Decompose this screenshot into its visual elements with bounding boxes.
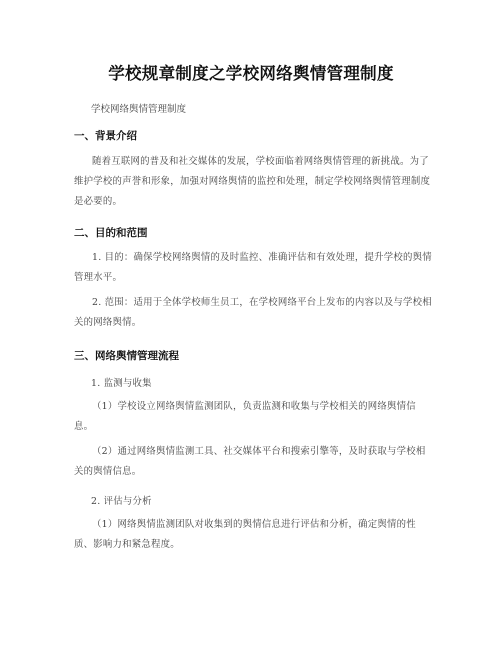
paragraph-scope: 2. 范围：适用于全体学校师生员工，在学校网络平台上发布的内容以及与学校相关的网络舆情。	[74, 297, 432, 328]
section-heading-background: 一、背景介绍	[74, 130, 137, 142]
paragraph-background: 随着互联网的普及和社交媒体的发展，学校面临着网络舆情管理的新挑战。为了维护学校的声誉和形象，加强对网络舆情的监控和处理，制定学校网络舆情管理制度是必要的。	[74, 156, 431, 207]
section-heading-management-process: 三、网络舆情管理流程	[74, 350, 179, 362]
section-heading-purpose-scope: 二、目的和范围	[74, 227, 148, 239]
document-title: 学校规章制度之学校网络舆情管理制度	[108, 64, 394, 83]
paragraph-evaluation: （1）网络舆情监测团队对收集到的舆情信息进行评估和分析，确定舆情的性质、影响力和紧急程度。	[74, 519, 416, 550]
paragraph-purpose: 1. 目的：确保学校网络舆情的及时监控、准确评估和有效处理，提升学校的舆情管理水平。	[74, 252, 432, 283]
paragraph-monitoring-tools: （2）通过网络舆情监测工具、社交媒体平台和搜索引擎等，及时获取与学校相关的舆情信息。	[74, 446, 426, 477]
list-item-monitoring: 1. 监测与收集	[91, 378, 152, 389]
list-item-evaluation: 2. 评估与分析	[91, 496, 152, 507]
paragraph-monitoring-team: （1）学校设立网络舆情监测团队，负责监测和收集与学校相关的网络舆情信息。	[74, 401, 416, 432]
document-subtitle: 学校网络舆情管理制度	[91, 104, 187, 115]
